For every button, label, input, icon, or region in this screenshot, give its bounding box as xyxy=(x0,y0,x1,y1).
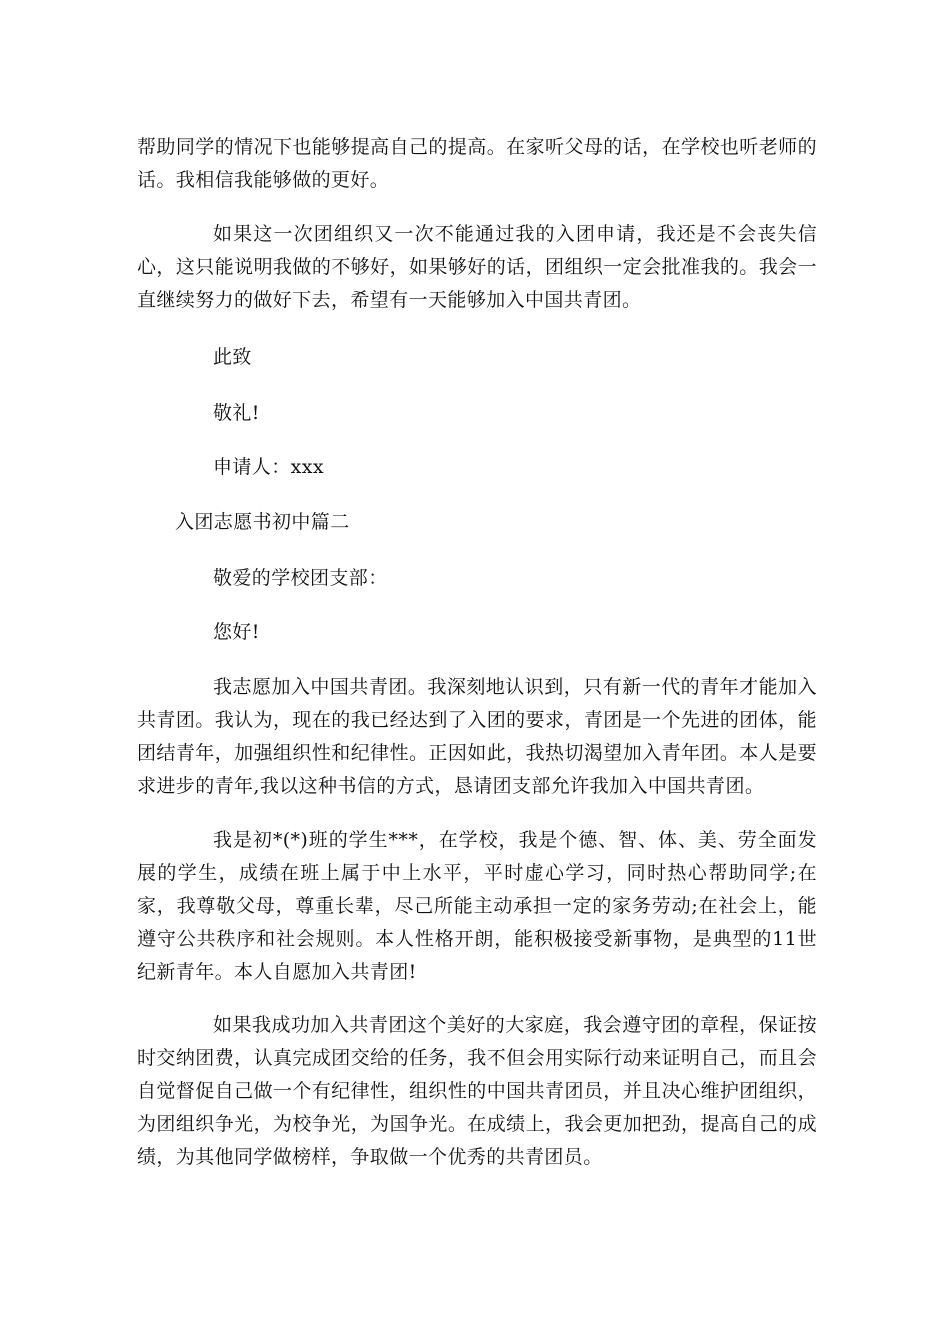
signature: 申请人：xxx xyxy=(213,456,324,478)
paragraph-2: 如果这一次团组织又一次不能通过我的入团申请，我还是不会丧失信心，这只能说明我做的不够好，如果够好的话，团组织一定会批准我的。我会一直继续努力的做好下去，希望有一天能够加入中国共青团。 xyxy=(137,223,817,311)
paragraph-4: 我是初*(*)班的学生***，在学校，我是个德、智、体、美、劳全面发展的学生，成绩在班上属于中上水平，平时虚心学习，同时热心帮助同学;在家，我尊敬父母，尊重长辈，尽己所能主动承担一定的家务劳动;在社会上，能遵守公共秩序和社会规则。本人性格开朗，能积极接受新事物，是典型的11世纪新青年。本人自愿加入共青团! xyxy=(137,829,817,983)
paragraph-1: 帮助同学的情况下也能够提高自己的提高。在家听父母的话，在学校也听老师的话。我相信我能够做的更好。 xyxy=(137,136,817,191)
closing-line-2: 敬礼! xyxy=(213,402,260,424)
closing-line-1: 此致 xyxy=(213,346,252,368)
greeting: 您好! xyxy=(213,621,260,643)
salutation: 敬爱的学校团支部： xyxy=(213,567,388,589)
paragraph-5: 如果我成功加入共青团这个美好的大家庭，我会遵守团的章程，保证按时交纳团费，认真完成团交给的任务，我不但会用实际行动来证明自己，而且会自觉督促自己做一个有纪律性，组织性的中国共青团员，并且决心维护团组织，为团组织争光，为校争光，为国争光。在成绩上，我会更加把劲，提高自己的成绩，为其他同学做榜样，争取做一个优秀的共青团员。 xyxy=(137,1014,817,1168)
section-title: 入团志愿书初中篇二 xyxy=(175,511,350,533)
paragraph-3: 我志愿加入中国共青团。我深刻地认识到，只有新一代的青年才能加入共青团。我认为，现在的我已经达到了入团的要求，青团是一个先进的团体，能团结青年，加强组织性和纪律性。正因如此，我热切渴望加入青年团。本人是要求进步的青年,我以这种书信的方式，恳请团支部允许我加入中国共青团。 xyxy=(137,676,817,797)
